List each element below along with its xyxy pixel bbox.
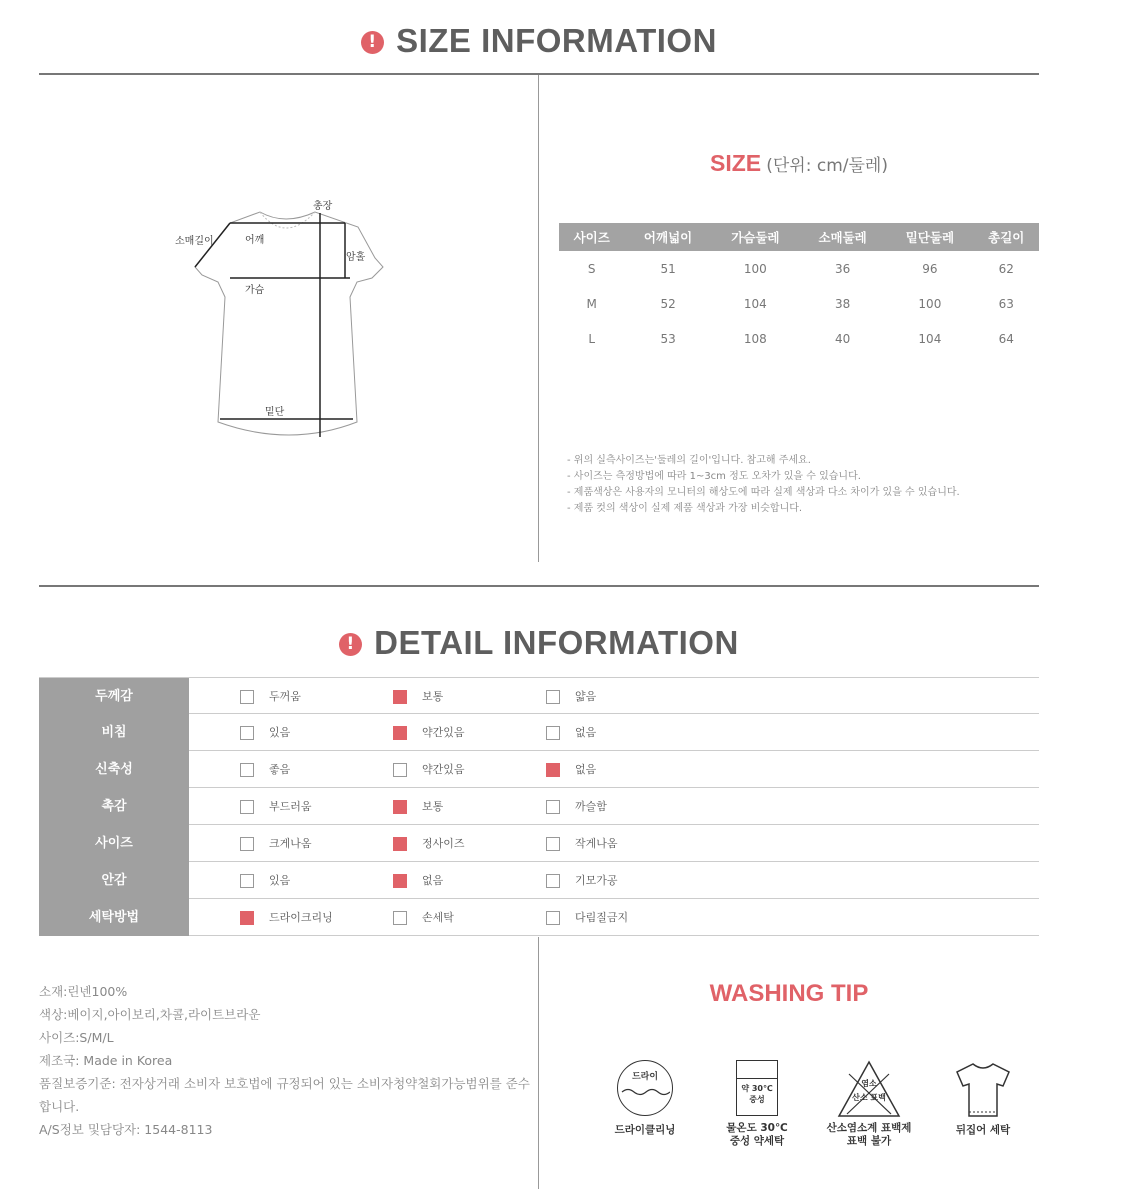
washing-item-inside-out	[933, 1060, 1033, 1137]
note-line: - 사이즈는 측정방법에 따라 1~3cm 정도 오차가 있을 수 있습니다.	[567, 471, 861, 482]
table-row	[559, 321, 1039, 356]
divider	[39, 73, 1039, 75]
size-notes	[567, 453, 960, 517]
dry-clean-icon-text: 드라이	[631, 1072, 659, 1082]
checkbox	[546, 690, 560, 704]
checkbox	[393, 763, 407, 777]
washing-item-no-bleach	[819, 1060, 919, 1148]
dry-clean-caption: 드라이클리닝	[614, 1124, 676, 1136]
alert-icon: !	[339, 633, 362, 656]
detail-option-label: 손세탁	[422, 911, 454, 924]
detail-row	[39, 788, 1039, 825]
detail-option-label: 없음	[422, 874, 444, 887]
checkbox	[546, 800, 560, 814]
detail-option-label: 있음	[269, 726, 291, 739]
detail-row	[39, 862, 1039, 899]
colors-text: 색상:베이지,아이보리,차콜,라이트브라운	[39, 1007, 261, 1022]
checkbox	[546, 874, 560, 888]
size-information-title-text: SIZE INFORMATION	[396, 22, 717, 59]
dry-clean-icon	[617, 1060, 673, 1116]
table-cell: 36	[834, 261, 851, 276]
water-temp-icon-text1: 약 30℃	[741, 1084, 773, 1093]
checkbox	[240, 726, 254, 740]
origin-text: 제조국: Made in Korea	[39, 1053, 173, 1068]
note-line: - 제품 컷의 색상이 실제 제품 색상과 가장 비슷합니다.	[567, 503, 803, 514]
table-cell: L	[588, 331, 596, 346]
detail-row-label: 두께감	[39, 678, 189, 715]
washing-item-water-temp	[707, 1060, 807, 1148]
checked-checkbox	[393, 874, 407, 888]
tshirt-diagram	[190, 200, 400, 450]
warranty-text: 품질보증기준: 전자상거래 소비자 보호법에 규정되어 있는 소비자청약철회가능범위를 준수합니다.	[39, 1076, 530, 1114]
sizes-text: 사이즈:S/M/L	[39, 1030, 114, 1045]
checked-checkbox	[393, 837, 407, 851]
table-row	[559, 286, 1039, 321]
header-cell: 밑단둘레	[886, 223, 973, 251]
product-info	[39, 980, 539, 1141]
table-cell: 63	[998, 296, 1014, 311]
checkbox	[240, 837, 254, 851]
detail-information-title-text: DETAIL INFORMATION	[374, 624, 739, 661]
vertical-divider	[538, 937, 539, 1189]
table-cell: 100	[918, 296, 942, 311]
detail-option-label: 좋음	[269, 763, 291, 776]
table-cell: 104	[918, 331, 942, 346]
unit-label: (단위: cm/둘레)	[766, 156, 888, 176]
detail-option-label: 얇음	[575, 690, 597, 703]
size-information-title	[0, 22, 1078, 60]
table-cell: 96	[922, 261, 938, 276]
vertical-divider	[538, 75, 539, 562]
detail-option-label: 정사이즈	[422, 837, 465, 850]
checkbox	[240, 800, 254, 814]
alert-icon: !	[361, 31, 384, 54]
table-cell: 38	[834, 296, 851, 311]
checked-checkbox	[546, 763, 560, 777]
no-bleach-text2a: 산소	[852, 1093, 868, 1102]
table-cell: 53	[660, 331, 676, 346]
table-cell: 108	[743, 331, 767, 346]
water-temp-caption1: 물온도 30℃	[726, 1122, 788, 1134]
detail-row-label: 세탁방법	[39, 899, 189, 936]
size-unit-title	[539, 150, 1059, 177]
detail-option-label: 부드러움	[269, 800, 312, 813]
detail-row	[39, 714, 1039, 751]
inside-out-icon	[953, 1060, 1013, 1118]
detail-row	[39, 751, 1039, 788]
checked-checkbox	[393, 726, 407, 740]
wave-icon	[620, 1087, 670, 1097]
hem-label: 밑단	[265, 407, 285, 418]
checkbox	[393, 911, 407, 925]
no-bleach-caption1: 산소염소계 표백제	[826, 1122, 912, 1134]
detail-row-label: 안감	[39, 862, 189, 899]
checkbox	[240, 874, 254, 888]
shoulder-label: 어깨	[245, 235, 265, 246]
water-temp-icon-text2: 중성	[749, 1095, 765, 1104]
detail-option-label: 크게나옴	[269, 837, 312, 850]
table-cell: 62	[998, 261, 1014, 276]
total-length-label: 총장	[313, 201, 333, 212]
checked-checkbox	[393, 800, 407, 814]
header-cell: 사이즈	[559, 223, 624, 251]
detail-option-label: 기모가공	[575, 874, 618, 887]
size-table	[559, 223, 1039, 356]
chest-label: 가슴	[245, 285, 265, 296]
no-bleach-text2	[837, 1092, 901, 1103]
detail-option-label: 두꺼움	[269, 690, 301, 703]
detail-row-label: 촉감	[39, 788, 189, 825]
table-cell: 51	[660, 261, 676, 276]
no-bleach-triangle	[837, 1060, 901, 1118]
size-table-header	[559, 223, 1039, 251]
header-cell: 소매둘레	[799, 223, 886, 251]
checkbox	[240, 690, 254, 704]
detail-row-label: 사이즈	[39, 825, 189, 862]
note-line: - 제품색상은 사용자의 모니터의 해상도에 따라 실제 색상과 다소 차이가 있을 수 있습니다.	[567, 487, 960, 498]
table-cell: 52	[660, 296, 676, 311]
material-text: 소재:린넨100%	[39, 984, 128, 999]
table-cell: 40	[834, 331, 851, 346]
checkbox	[240, 763, 254, 777]
inside-out-caption: 뒤집어 세탁	[955, 1124, 1011, 1136]
water-temp-icon	[736, 1060, 778, 1116]
washing-item-dry-clean	[595, 1060, 695, 1137]
checked-checkbox	[393, 690, 407, 704]
no-bleach-text1: 염소	[861, 1079, 877, 1088]
table-cell: 100	[743, 261, 767, 276]
table-row	[559, 251, 1039, 286]
header-cell: 어깨넓이	[624, 223, 711, 251]
detail-row-label: 신축성	[39, 751, 189, 788]
table-cell: S	[587, 261, 596, 276]
note-line: - 위의 실측사이즈는'둘레의 길이'입니다. 참고해 주세요.	[567, 455, 811, 466]
detail-option-label: 까슬함	[575, 800, 607, 813]
table-cell: 104	[743, 296, 767, 311]
detail-row	[39, 899, 1039, 936]
basin-top	[737, 1067, 777, 1079]
detail-option-label: 약간있음	[422, 726, 465, 739]
detail-option-label: 없음	[575, 726, 597, 739]
size-label: SIZE	[710, 150, 762, 176]
divider	[39, 585, 1039, 587]
no-bleach-caption2: 표백 불가	[846, 1135, 892, 1147]
sleeve-length-label: 소매길이	[175, 236, 214, 247]
detail-row-label: 비침	[39, 714, 189, 751]
checkbox	[546, 911, 560, 925]
detail-option-label: 있음	[269, 874, 291, 887]
header-cell: 가슴둘레	[712, 223, 799, 251]
detail-row	[39, 677, 1039, 714]
as-info-text: A/S정보 및담당자: 1544-8113	[39, 1122, 213, 1137]
table-cell: M	[586, 296, 597, 311]
detail-row	[39, 825, 1039, 862]
armhole-label: 암홀	[346, 252, 366, 263]
no-bleach-text2b: 표백	[870, 1093, 886, 1102]
water-temp-caption2: 중성 약세탁	[729, 1135, 785, 1147]
detail-option-label: 작게나옴	[575, 837, 618, 850]
detail-option-label: 다림질금지	[575, 911, 629, 924]
header-cell: 총길이	[974, 223, 1039, 251]
checkbox	[546, 837, 560, 851]
no-bleach-icon	[837, 1060, 901, 1118]
detail-option-label: 없음	[575, 763, 597, 776]
detail-option-label: 보통	[422, 690, 444, 703]
detail-option-label: 약간있음	[422, 763, 465, 776]
checked-checkbox	[240, 911, 254, 925]
detail-option-label: 드라이크리닝	[269, 911, 333, 924]
detail-information-title	[0, 624, 1078, 662]
detail-option-label: 보통	[422, 800, 444, 813]
checkbox	[546, 726, 560, 740]
table-cell: 64	[998, 331, 1014, 346]
washing-tip-title: WASHING TIP	[709, 980, 869, 1007]
